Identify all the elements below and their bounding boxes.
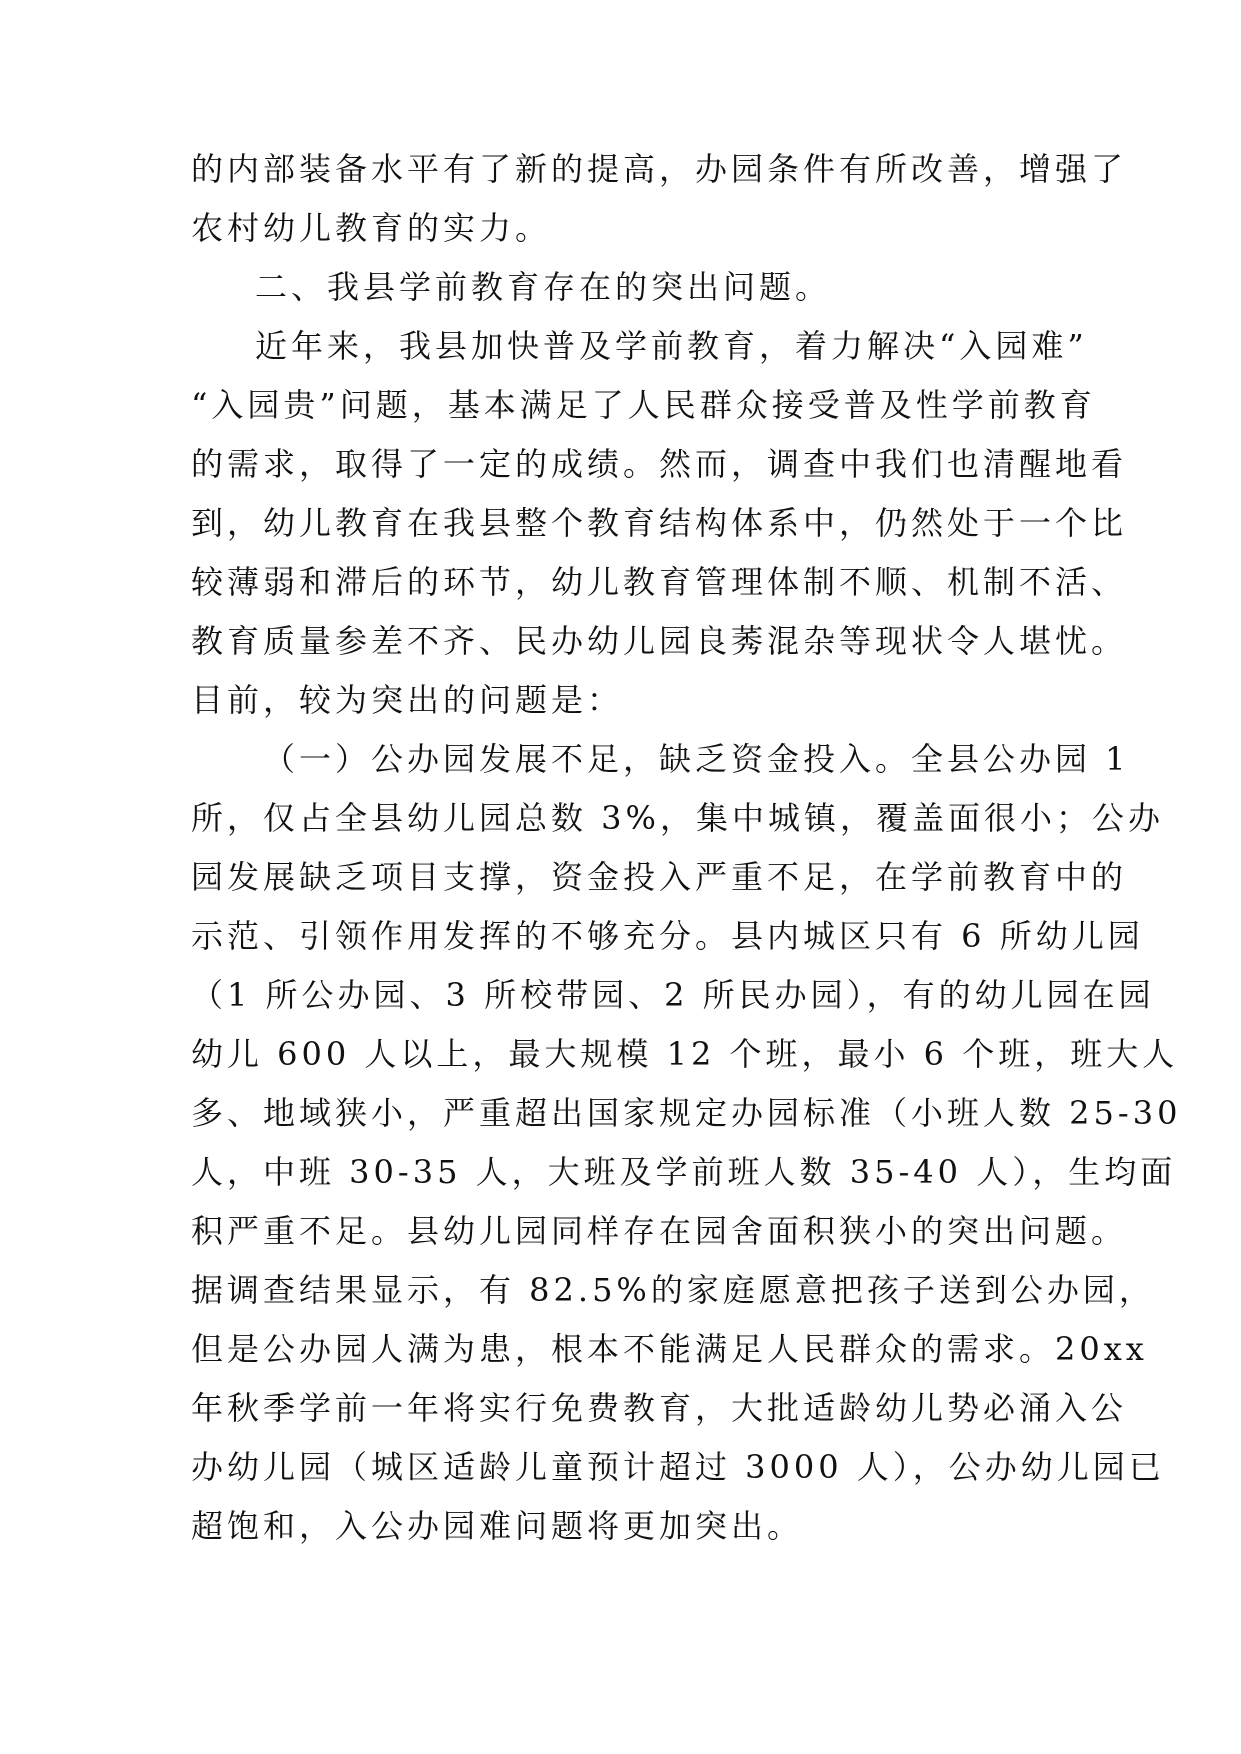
text-line: 的内部装备水平有了新的提高，办园条件有所改善，增强了 — [191, 150, 1128, 188]
text-line: 较薄弱和滞后的环节，幼儿教育管理体制不顺、机制不活、 — [191, 563, 1128, 601]
text-line: 园发展缺乏项目支撑，资金投入严重不足，在学前教育中的 — [191, 858, 1128, 896]
text-line: （1 所公办园、3 所校带园、2 所民办园），有的幼儿园在园 — [191, 976, 1155, 1014]
text-line: 所，仅占全县幼儿园总数 3%，集中城镇，覆盖面很小；公办 — [191, 799, 1164, 837]
text-line: 教育质量参差不齐、民办幼儿园良莠混杂等现状令人堪忧。 — [191, 622, 1128, 660]
text-line: 农村幼儿教育的实力。 — [191, 209, 552, 247]
text-line: 人，中班 30-35 人，大班及学前班人数 35-40 人），生均面 — [191, 1153, 1177, 1191]
text-line: 办幼儿园（城区适龄儿童预计超过 3000 人），公办幼儿园已 — [191, 1448, 1165, 1486]
text-line: 近年来，我县加快普及学前教育，着力解决“入园难” — [255, 327, 1088, 365]
text-line: 到，幼儿教育在我县整个教育结构体系中，仍然处于一个比 — [191, 504, 1128, 542]
section-heading: 二、我县学前教育存在的突出问题。 — [255, 268, 832, 306]
text-line: “入园贵”问题，基本满足了人民群众接受普及性学前教育 — [191, 386, 1096, 424]
text-line: 的需求，取得了一定的成绩。然而，调查中我们也清醒地看 — [191, 445, 1128, 483]
text-line: 超饱和，入公办园难问题将更加突出。 — [191, 1507, 804, 1545]
document-body — [191, 140, 1182, 1556]
text-line: 多、地域狭小，严重超出国家规定办园标准（小班人数 25-30 — [191, 1094, 1182, 1132]
text-line: 年秋季学前一年将实行免费教育，大批适龄幼儿势必涌入公 — [191, 1389, 1128, 1427]
text-line: 但是公办园人满为患，根本不能满足人民群众的需求。20xx — [191, 1330, 1148, 1368]
text-line: 据调查结果显示，有 82.5%的家庭愿意把孩子送到公办园， — [191, 1271, 1155, 1309]
text-line: 幼儿 600 人以上，最大规模 12 个班，最小 6 个班，班大人 — [191, 1035, 1179, 1073]
text-line: 目前，较为突出的问题是： — [191, 681, 624, 719]
text-line: 示范、引领作用发挥的不够充分。县内城区只有 6 所幼儿园 — [191, 917, 1144, 955]
subsection-heading: （一）公办园发展不足，缺乏资金投入。全县公办园 1 — [263, 740, 1130, 778]
text-line: 积严重不足。县幼儿园同样存在园舍面积狭小的突出问题。 — [191, 1212, 1128, 1250]
